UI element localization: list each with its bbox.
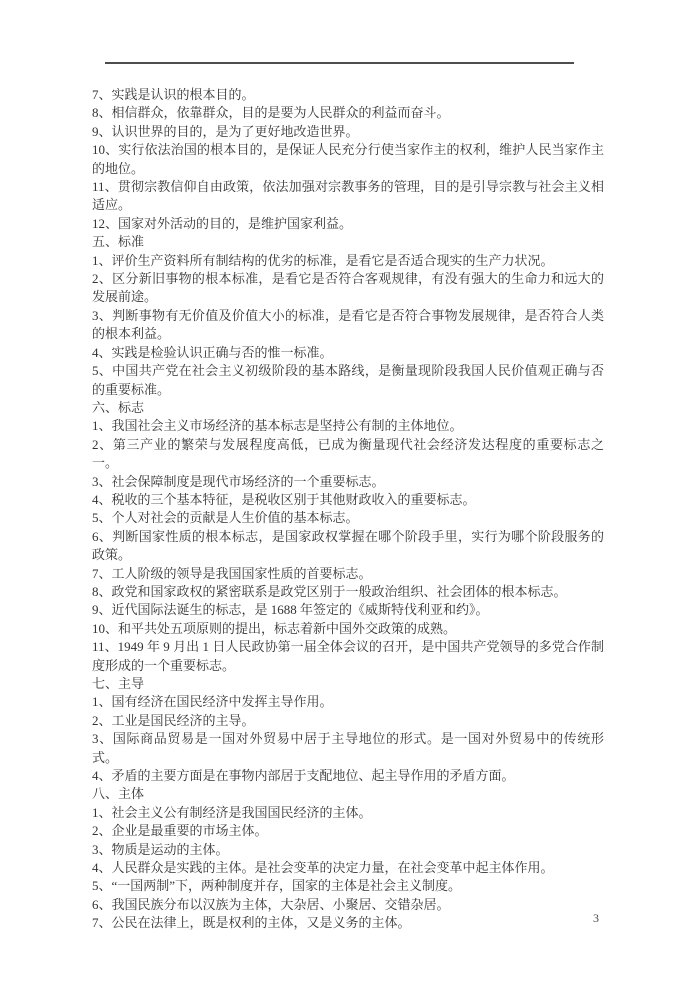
list-item: 4、矛盾的主要方面是在事物内部居于支配地位、起主导作用的矛盾方面。 [92, 768, 515, 784]
list-item: 2、区分新旧事物的根本标准，是看它是否符合客观规律，有没有强大的生命力和远大的发展前途。 [92, 271, 604, 305]
list-item: 1、我国社会主义市场经济的基本标志是坚持公有制的主体地位。 [92, 418, 463, 434]
list-item: 1、社会主义公有制经济是我国国民经济的主体。 [92, 804, 372, 820]
header-rule [105, 62, 574, 64]
document-body [92, 86, 604, 933]
list-item: 1、评价生产资料所有制结构的优劣的标准，是看它是否适合现实的生产力状况。 [92, 252, 554, 268]
list-item: 3、社会保障制度是现代市场经济的一个重要标志。 [92, 473, 385, 489]
list-item: 10、实行依法治国的根本目的，是保证人民充分行使当家作主的权利，维护人民当家作主的地位。 [92, 142, 604, 176]
list-item: 8、政党和国家政权的紧密联系是政党区别于一般政治组织、社会团体的根本标志。 [92, 583, 567, 599]
list-item: 10、和平共处五项原则的提出，标志着新中国外交政策的成熟。 [92, 620, 457, 636]
list-item: 7、实践是认识的根本目的。 [92, 87, 255, 102]
list-item: 6、我国民族分布以汉族为主体，大杂居、小聚居、交错杂居。 [92, 896, 450, 912]
list-item: 2、工业是国民经济的主导。 [92, 712, 255, 728]
section-heading: 五、标准 [92, 234, 145, 250]
list-item: 3、判断事物有无价值及价值大小的标准，是看它是否符合事物发展规律，是否符合人类的根本利益。 [92, 307, 604, 342]
list-item: 4、税收的三个基本特征，是税收区别于其他财政收入的重要标志。 [92, 491, 476, 507]
list-item: 11、贯彻宗教信仰自由政策，依法加强对宗教事务的管理，目的是引导宗教与社会主义相适应。 [92, 179, 604, 213]
list-item: 9、近代国际法诞生的标志，是 1688 年签定的《威斯特伐利亚和约》。 [92, 602, 489, 618]
list-item: 2、企业是最重要的市场主体。 [92, 823, 268, 839]
section-heading: 六、标志 [92, 399, 145, 415]
list-item: 2、第三产业的繁荣与发展程度高低，已成为衡量现代社会经济发达程度的重要标志之一。 [92, 436, 604, 471]
page-number: 3 [593, 911, 599, 925]
section-heading: 八、主体 [92, 786, 145, 802]
list-item: 4、实践是检验认识正确与否的惟一标准。 [92, 344, 333, 360]
list-item: 1、国有经济在国民经济中发挥主导作用。 [92, 694, 333, 710]
list-item: 6、判断国家性质的根本标志，是国家政权掌握在哪个阶段手里，实行为哪个阶段服务的政策。 [92, 528, 604, 563]
list-item: 5、“一国两制”下，两种制度并存，国家的主体是社会主义制度。 [92, 878, 462, 894]
list-item: 5、中国共产党在社会主义初级阶段的基本路线，是衡量现阶段我国人民价值观正确与否的重要标准。 [92, 363, 604, 397]
list-item: 5、个人对社会的贡献是人生价值的基本标志。 [92, 510, 359, 526]
list-item: 3、国际商品贸易是一国对外贸易中居于主导地位的形式。是一国对外贸易中的传统形式。 [92, 731, 604, 765]
section-heading: 七、主导 [92, 676, 145, 691]
list-item: 12、国家对外活动的目的，是维护国家利益。 [92, 215, 353, 231]
list-item: 7、工人阶级的领导是我国国家性质的首要标志。 [92, 565, 372, 581]
list-item: 8、相信群众，依靠群众，目的是要为人民群众的利益而奋斗。 [92, 105, 450, 121]
list-item: 11、1949 年 9 月出 1 日人民政协第一届全体会议的召开，是中国共产党领导的多党合作制度形成的一个重要标志。 [92, 639, 604, 673]
list-item: 4、人民群众是实践的主体。是社会变革的决定力量，在社会变革中起主体作用。 [92, 860, 554, 876]
list-item: 3、物质是运动的主体。 [92, 841, 229, 857]
list-item: 7、公民在法律上，既是权利的主体，又是义务的主体。 [92, 915, 411, 931]
list-item: 9、认识世界的目的，是为了更好地改造世界。 [92, 123, 359, 139]
